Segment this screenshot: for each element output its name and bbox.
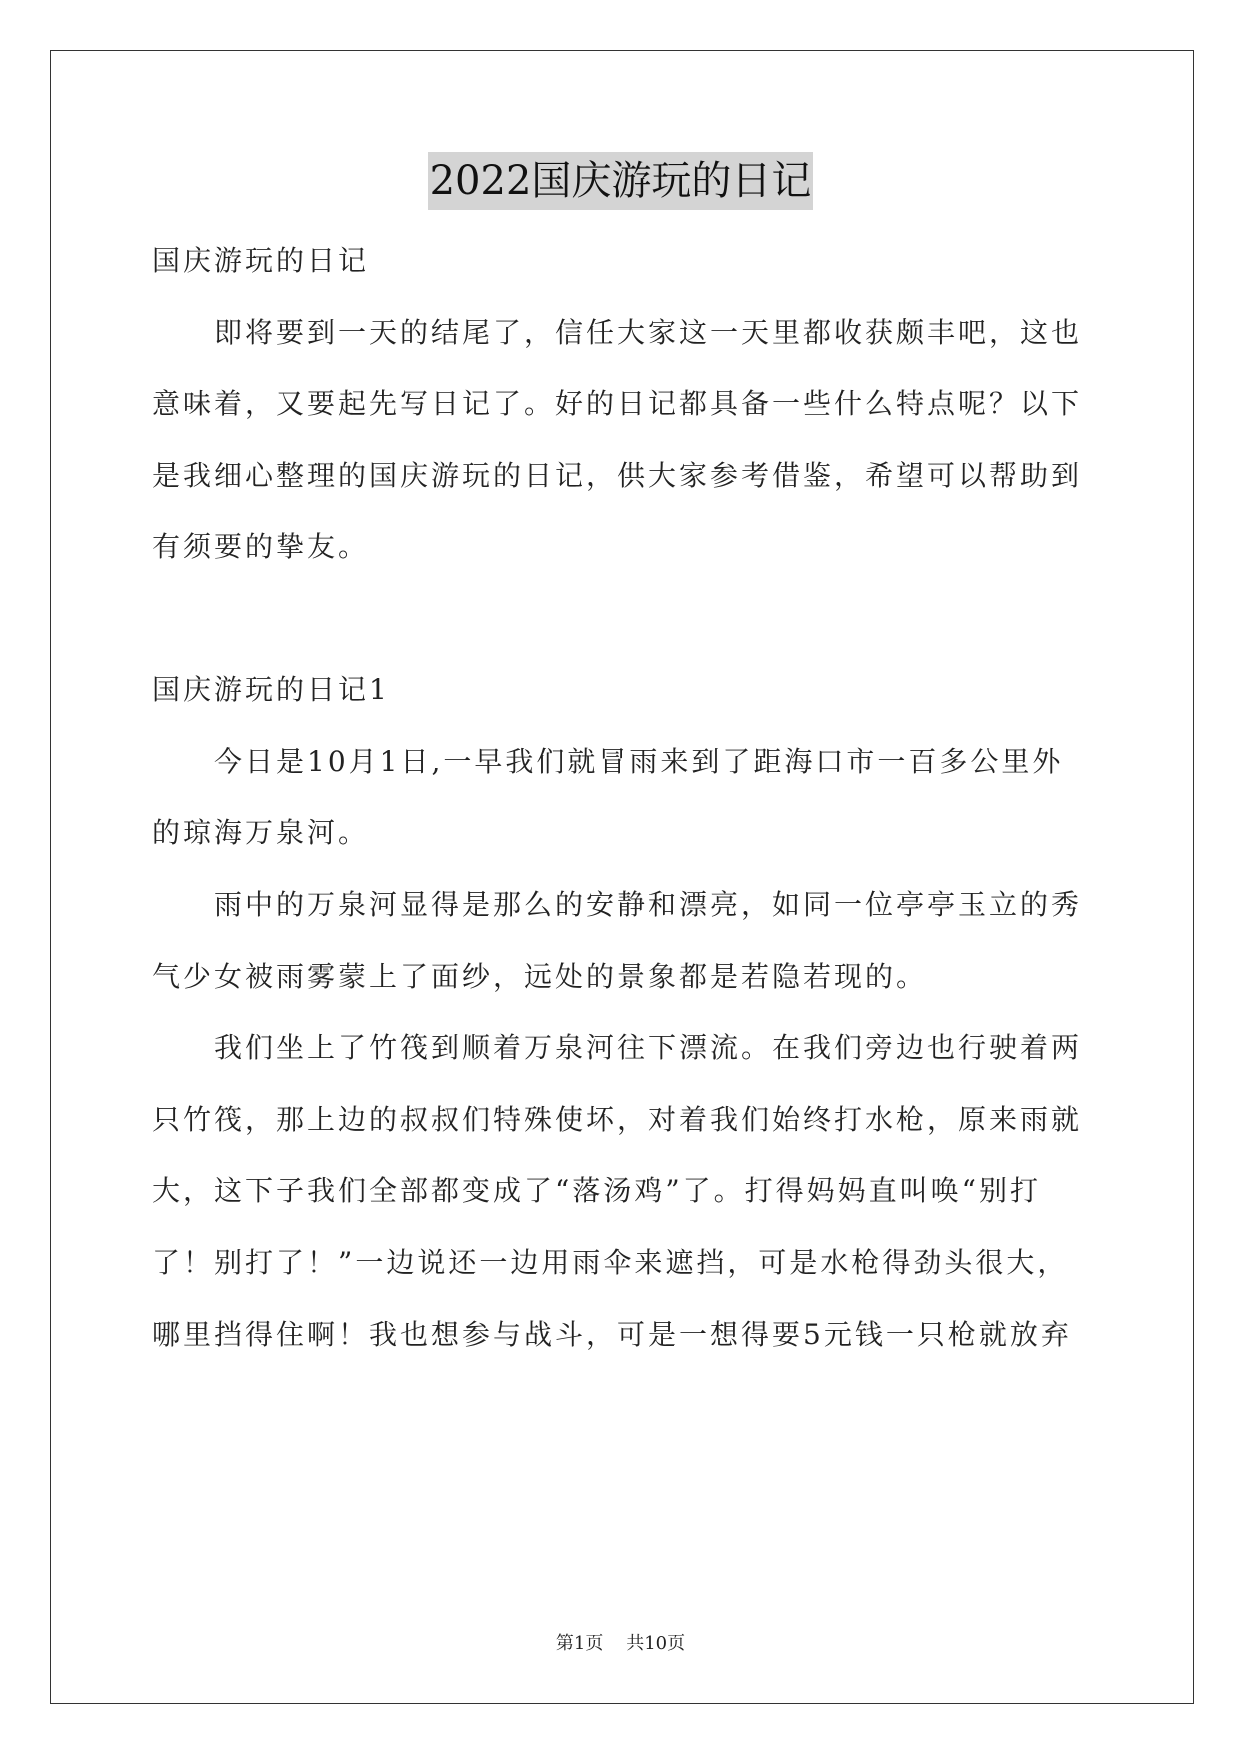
section-heading: 国庆游玩的日记 — [152, 244, 370, 277]
page-footer — [0, 1632, 1241, 1656]
document-title: 2022国庆游玩的日记 — [428, 152, 814, 210]
paragraph-line: 即将要到一天的结尾了，信任大家这一天里都收获颇丰吧，这也 — [152, 316, 1083, 349]
paragraph-line: 气少女被雨雾蒙上了面纱，远处的景象都是若隐若现的。 — [152, 960, 928, 993]
paragraph-line: 今日是10月1日,一早我们就冒雨来到了距海口市一百多公里外 — [152, 745, 1064, 778]
page-total: 共10页 — [626, 1633, 686, 1654]
paragraph-line: 是我细心整理的国庆游玩的日记，供大家参考借鉴，希望可以帮助到 — [152, 459, 1083, 492]
paragraph-line: 只竹筏，那上边的叔叔们特殊使坏，对着我们始终打水枪，原来雨就 — [152, 1103, 1083, 1136]
section-heading: 国庆游玩的日记1 — [152, 673, 390, 706]
paragraph-line: 有须要的挚友。 — [152, 530, 370, 563]
paragraph-line: 意味着，又要起先写日记了。好的日记都具备一些什么特点呢？以下 — [152, 387, 1083, 420]
page-number: 第1页 — [555, 1633, 604, 1654]
paragraph-line: 我们坐上了竹筏到顺着万泉河往下漂流。在我们旁边也行驶着两 — [152, 1031, 1083, 1064]
paragraph-line: 哪里挡得住啊！我也想参与战斗，可是一想得要5元钱一只枪就放弃 — [152, 1318, 1072, 1351]
paragraph-line: 雨中的万泉河显得是那么的安静和漂亮，如同一位亭亭玉立的秀 — [152, 888, 1083, 921]
page-border — [50, 50, 1194, 1704]
paragraph-line: 大，这下子我们全部都变成了“落汤鸡”了。打得妈妈直叫唤“别打 — [152, 1174, 1041, 1207]
paragraph-line: 的琼海万泉河。 — [152, 816, 370, 849]
paragraph-line: 了！别打了！”一边说还一边用雨伞来遮挡，可是水枪得劲头很大， — [152, 1246, 1069, 1279]
title-wrap — [0, 152, 1241, 210]
